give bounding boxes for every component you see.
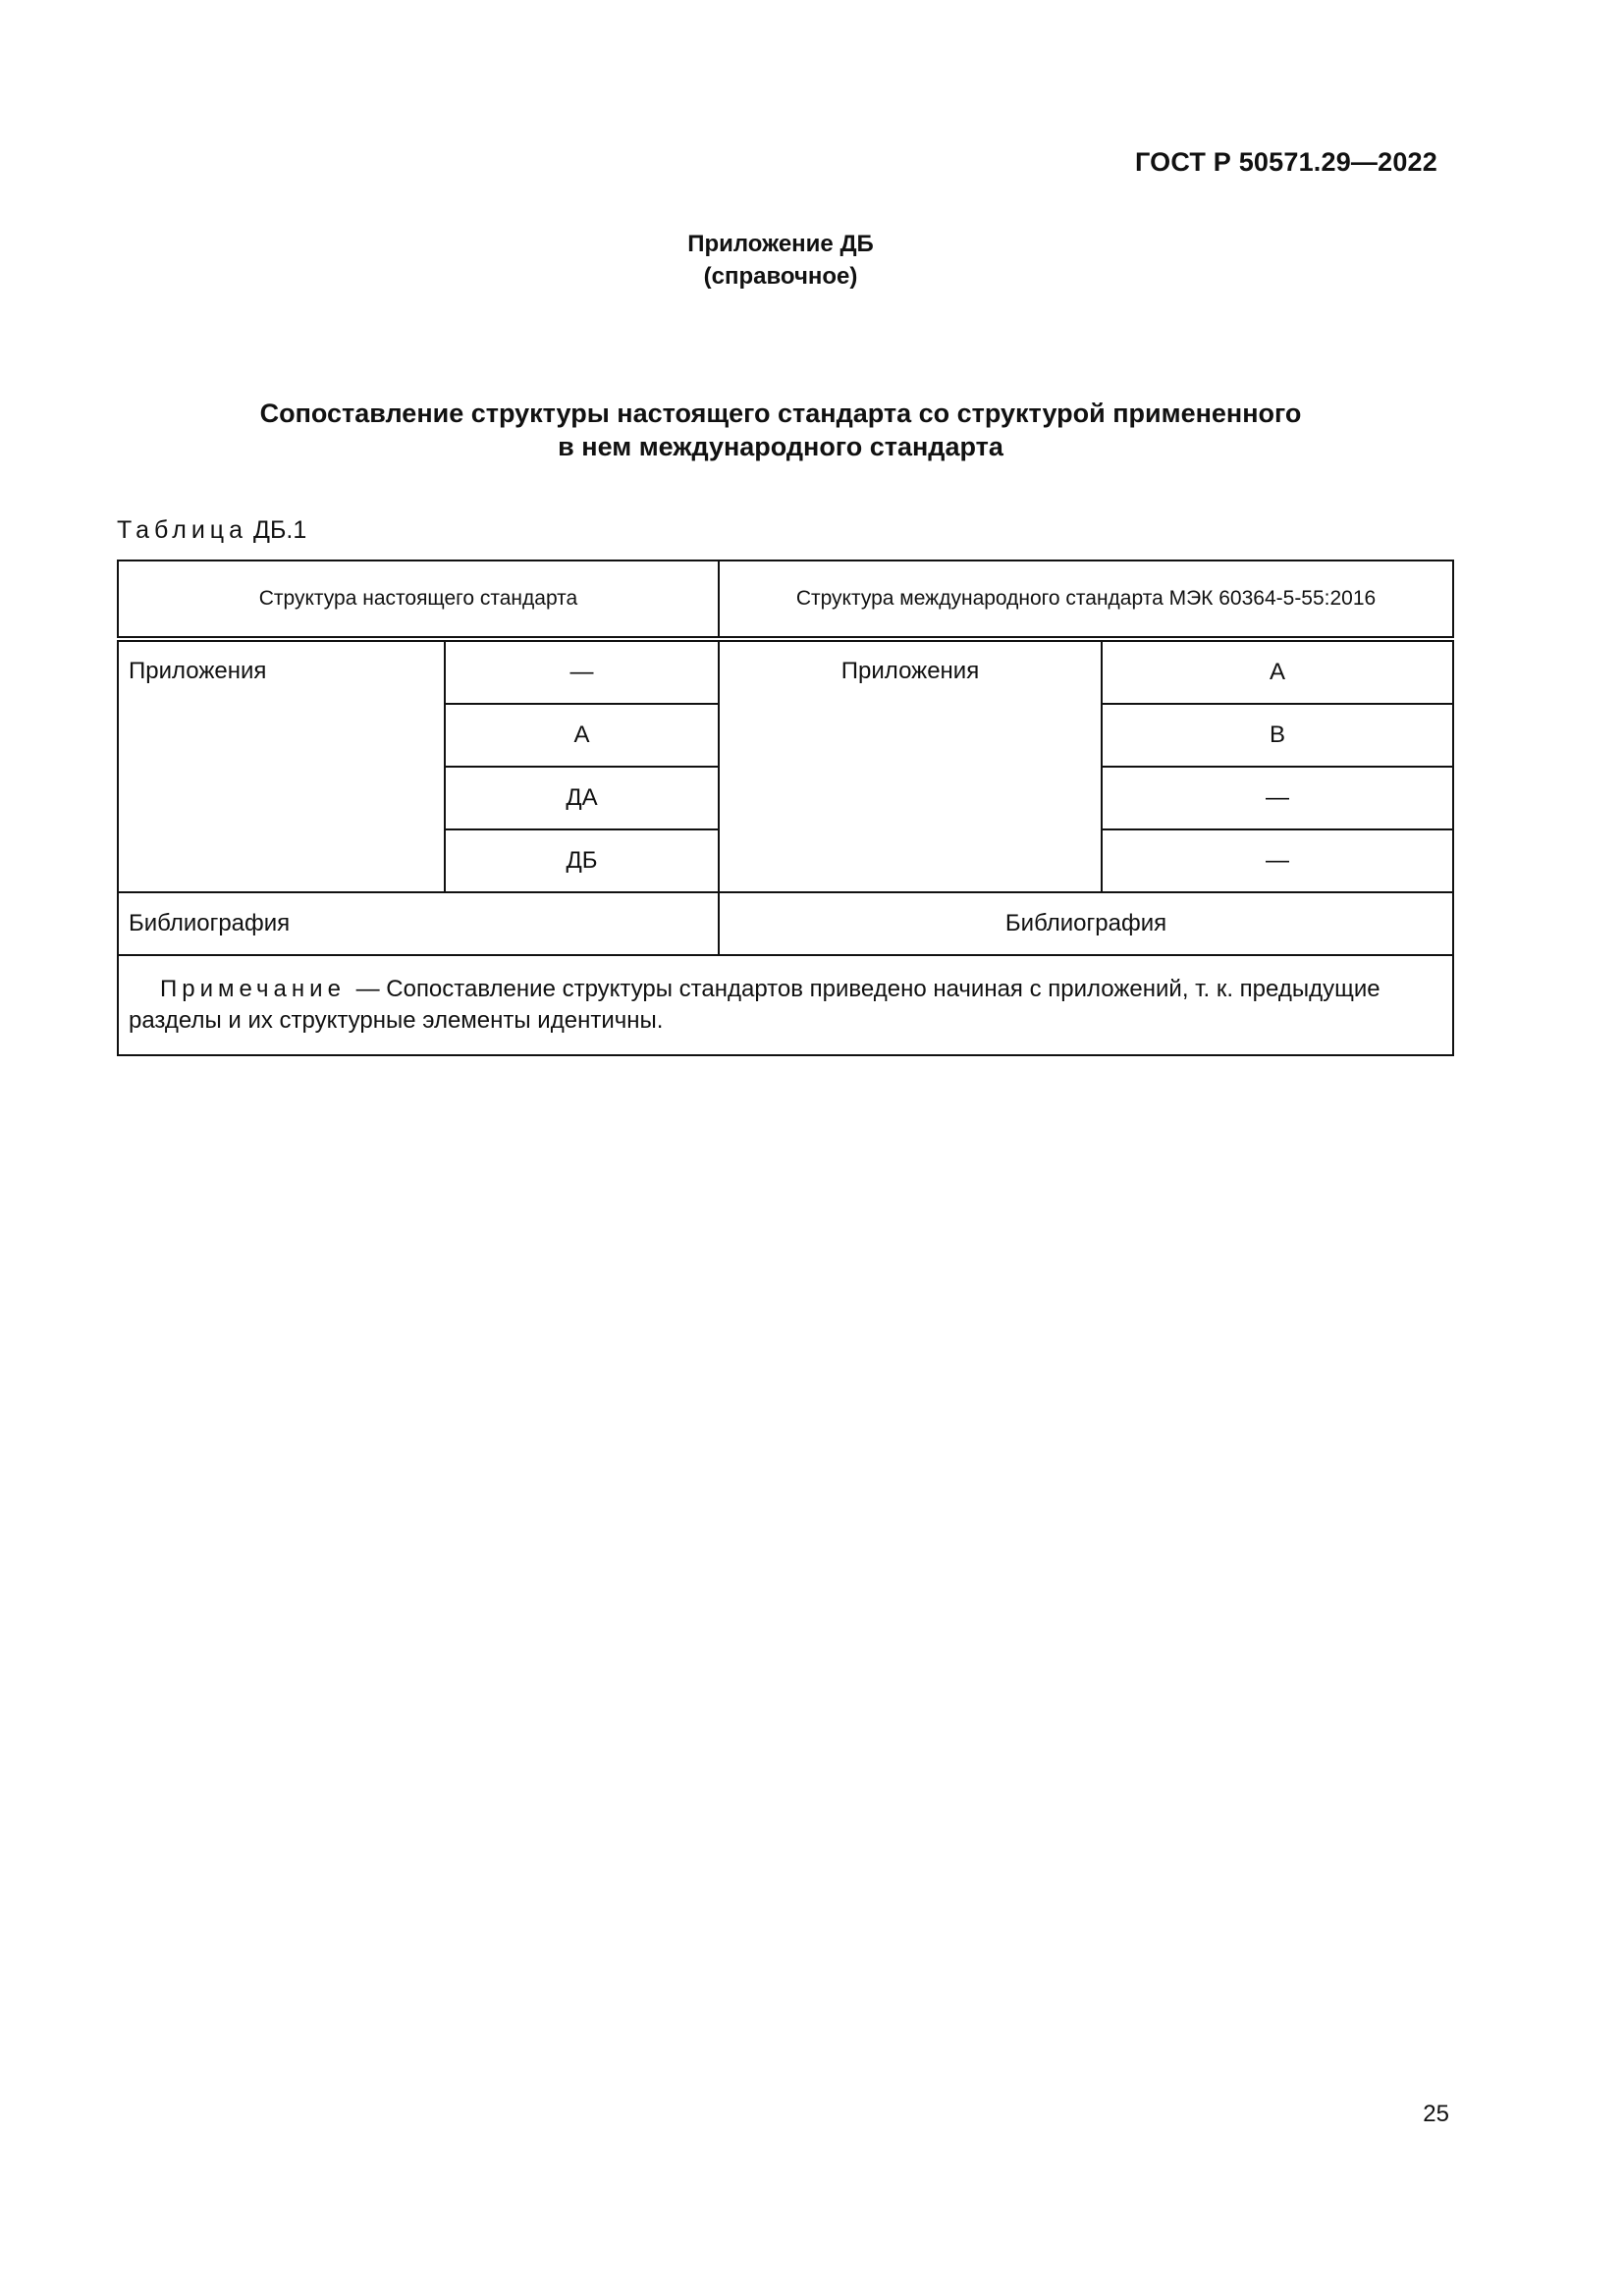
header-international-standard: Структура международного стандарта МЭК 60364-5-55:2016 [719, 561, 1453, 639]
page-number: 25 [1423, 2101, 1449, 2127]
standard-code: ГОСТ Р 50571.29—2022 [1135, 147, 1437, 177]
header-this-standard: Структура настоящего стандарта [118, 561, 719, 639]
table-note [118, 955, 1453, 1055]
left-appendix-cell: A [445, 704, 719, 767]
document-title-line-2: в нем международного стандарта [558, 432, 1003, 461]
table-caption [117, 516, 306, 545]
note-text: — Сопоставление структуры стандартов приведено начиная с приложений, т. к. предыдущие разделы и их структурные элементы идентичны. [129, 976, 1380, 1034]
table-caption-number: ДБ.1 [253, 516, 307, 544]
left-appendix-cell: ДА [445, 767, 719, 829]
appendix-heading [0, 228, 1561, 293]
note-label: Примечание [160, 976, 346, 1002]
appendix-title: Приложение ДБ [687, 231, 874, 257]
right-bibliography-cell: Библиография [719, 892, 1453, 955]
left-bibliography-cell: Библиография [118, 892, 719, 955]
bibliography-row [118, 892, 1453, 955]
right-appendix-cell: B [1102, 704, 1453, 767]
left-appendix-cell: ДБ [445, 829, 719, 892]
left-appendix-cell: — [445, 639, 719, 704]
note-row [118, 955, 1453, 1055]
right-appendix-cell: — [1102, 767, 1453, 829]
table-header-row [118, 561, 1453, 639]
table-caption-label: Таблица [117, 516, 248, 544]
table-row [118, 639, 1453, 704]
appendix-subtitle: (справочное) [703, 263, 858, 290]
right-appendices-label: Приложения [719, 639, 1102, 892]
right-appendix-cell: — [1102, 829, 1453, 892]
structure-comparison-table [117, 560, 1454, 1056]
document-title [0, 397, 1561, 463]
document-title-line-1: Сопоставление структуры настоящего стандарта со структурой примененного [259, 399, 1302, 428]
left-appendices-label: Приложения [118, 639, 445, 892]
right-appendix-cell: A [1102, 639, 1453, 704]
